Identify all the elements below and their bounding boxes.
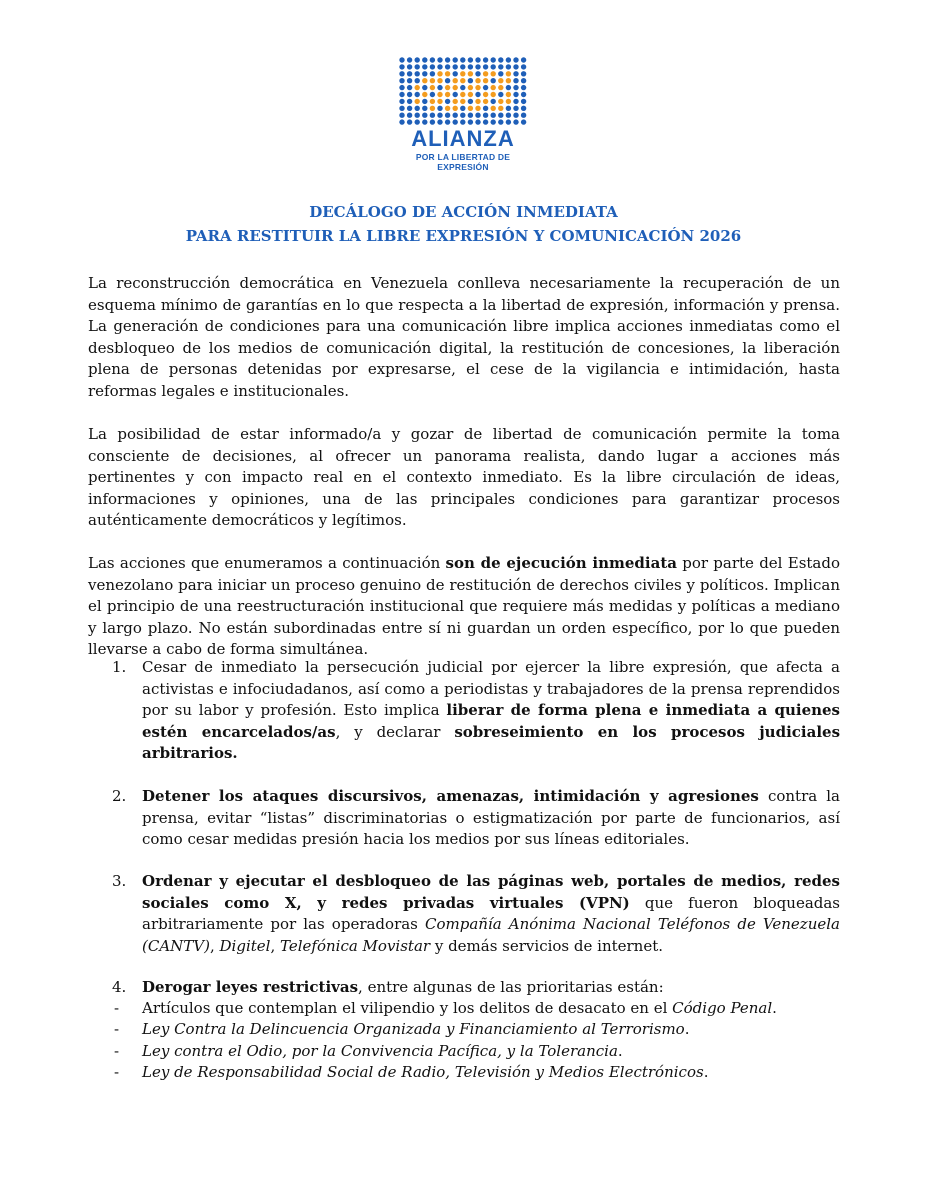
bullet-dash: -: [114, 999, 120, 1017]
logo-dot: [422, 85, 427, 90]
logo-dot: [498, 92, 503, 97]
logo-dot: [407, 78, 412, 83]
logo-dot: [468, 119, 473, 124]
logo-dot: [460, 85, 465, 90]
logo-dot: [415, 119, 420, 124]
logo-dot: [475, 106, 480, 111]
logo-dot: [475, 78, 480, 83]
logo-dot: [430, 71, 435, 76]
logo-dot: [399, 99, 404, 104]
logo-dot: [513, 71, 518, 76]
item-1-bold-b: liberar de forma plena e inmediata a quienes estén encarcelados/as: [142, 701, 841, 741]
logo-dot: [399, 78, 404, 83]
logo-dot: [468, 64, 473, 69]
logo-dot: [437, 64, 442, 69]
logo-dot: [491, 71, 496, 76]
logo-dot: [445, 92, 450, 97]
logo-dot: [513, 78, 518, 83]
law-3-italic: Ley contra el Odio, por la Convivencia Pacífica, y la Tolerancia: [142, 1042, 618, 1060]
logo-dot: [437, 99, 442, 104]
law-text: [142, 1019, 690, 1041]
logo-dot: [422, 119, 427, 124]
logo-dot: [483, 78, 488, 83]
logo-dot: [453, 85, 458, 90]
item-3-italic-c: Compañía Anónima Nacional Teléfonos de Venezuela (CANTV): [142, 915, 840, 955]
logo-dot: [491, 85, 496, 90]
logo-dot: [445, 113, 450, 118]
logo-dot: [513, 113, 518, 118]
logo-dot: [498, 113, 503, 118]
logo-wordmark: ALIANZA: [411, 126, 515, 151]
logo-dot: [399, 106, 404, 111]
logo-dot: [422, 78, 427, 83]
logo-dot: [407, 99, 412, 104]
logo-dot: [445, 57, 450, 62]
logo-dot: [468, 57, 473, 62]
logo-dot-grid: [398, 56, 528, 126]
logo-dot: [506, 71, 511, 76]
logo-dot: [483, 106, 488, 111]
logo-dot: [437, 113, 442, 118]
item-3-bold-a: Ordenar y ejecutar el desbloqueo de las páginas web, portales de medios, redes sociales como X, y redes privadas virtuales (VPN): [142, 872, 840, 912]
logo-dot: [468, 78, 473, 83]
logo-dot: [453, 92, 458, 97]
logo-dot: [460, 92, 465, 97]
title-line-1: DECÁLOGO DE ACCIÓN INMEDIATA: [309, 203, 618, 221]
item-3-text-f: ,: [270, 936, 281, 955]
bullet-dash: -: [114, 1042, 120, 1060]
logo-dot: [475, 85, 480, 90]
logo-dot: [453, 57, 458, 62]
logo-dot: [513, 92, 518, 97]
logo-dot: [399, 119, 404, 124]
logo-dot: [521, 99, 526, 104]
logo-dot: [506, 106, 511, 111]
logo-dot: [445, 71, 450, 76]
item-4-bold-a: Derogar leyes restrictivas: [142, 978, 359, 996]
logo-dot: [407, 92, 412, 97]
logo-dot: [513, 64, 518, 69]
logo-dot: [415, 57, 420, 62]
logo-dot: [475, 92, 480, 97]
law-2-italic: Ley Contra la Delincuencia Organizada y Financiamiento al Terrorismo: [142, 1020, 685, 1038]
logo-dot: [513, 106, 518, 111]
logo-dot: [407, 113, 412, 118]
logo-dot: [445, 78, 450, 83]
logo-dot: [460, 71, 465, 76]
item-text: [142, 657, 840, 765]
logo-dot: [460, 64, 465, 69]
logo-dot: [521, 113, 526, 118]
intro-paragraph-3: [88, 553, 840, 661]
logo-dot: [453, 106, 458, 111]
logo-dot: [445, 85, 450, 90]
law-text: [142, 998, 777, 1020]
law-1-end: .: [772, 999, 777, 1017]
logo-dot: [483, 113, 488, 118]
logo-dot: [521, 78, 526, 83]
logo-dot: [498, 64, 503, 69]
law-3-end: .: [617, 1042, 623, 1060]
logo-dot: [468, 106, 473, 111]
logo-dot: [491, 57, 496, 62]
logo-dot: [407, 106, 412, 111]
logo-dot: [437, 78, 442, 83]
logo-dot: [521, 85, 526, 90]
logo-dot: [430, 85, 435, 90]
logo-dot: [491, 106, 496, 111]
law-text: [142, 1062, 708, 1084]
item-text: [142, 977, 840, 999]
logo-dot: [483, 99, 488, 104]
logo-dot: [498, 85, 503, 90]
logo-dot: [475, 64, 480, 69]
logo-dot: [498, 78, 503, 83]
logo-dot: [483, 85, 488, 90]
logo-dot: [506, 119, 511, 124]
logo-dot: [430, 57, 435, 62]
item-2-text-b: contra la prensa, evitar “listas” discriminatorias o estigmatización por parte de funcionarios, así como cesar medidas presión hacia los medios por sus líneas editoriales.: [142, 787, 840, 848]
logo-dot: [506, 64, 511, 69]
logo-dot: [506, 85, 511, 90]
logo-dot: [460, 99, 465, 104]
logo-dot: [506, 78, 511, 83]
logo-dot: [430, 119, 435, 124]
logo-dot: [475, 71, 480, 76]
logo-dot: [468, 99, 473, 104]
item-1-text-a: Cesar de inmediato la persecución judicial por ejercer la libre expresión, que afecta a activistas e infociudadanos, así como a periodistas y trabajadores de la prensa reprendidos por su labor y profesión. Esto implica: [142, 658, 840, 719]
logo-dot: [422, 113, 427, 118]
logo-dot: [460, 57, 465, 62]
logo-dot: [521, 119, 526, 124]
logo-dot: [513, 57, 518, 62]
item-number: 4.: [112, 978, 127, 996]
logo-dot: [437, 57, 442, 62]
logo-dot: [498, 71, 503, 76]
logo-dot: [422, 92, 427, 97]
logo-dot: [437, 85, 442, 90]
logo-dot: [513, 119, 518, 124]
bullet-dash: -: [114, 1063, 120, 1081]
logo-tagline: POR LA LIBERTAD DE EXPRESIÓN: [415, 152, 511, 172]
logo-dot: [415, 113, 420, 118]
logo-dot: [430, 99, 435, 104]
logo-dot: [399, 92, 404, 97]
logo-dot: [445, 119, 450, 124]
logo-dot: [430, 113, 435, 118]
logo-dot: [437, 119, 442, 124]
logo-dot: [399, 113, 404, 118]
logo-dot: [422, 64, 427, 69]
logo-dot: [521, 64, 526, 69]
logo-dot: [422, 57, 427, 62]
logo-dot: [506, 57, 511, 62]
law-1-text: Artículos que contemplan el vilipendio y los delitos de desacato en el: [142, 999, 673, 1017]
logo-dot: [415, 85, 420, 90]
logo-dot: [453, 113, 458, 118]
logo-dot: [491, 119, 496, 124]
law-1-italic: Código Penal: [672, 999, 773, 1017]
p3-text-c: por parte del Estado venezolano para iniciar un proceso genuino de restitución de derechos civiles y políticos. Implican el principio de una reestructuración institucional que requiere más medidas y políticas a mediano y largo plazo. No están subordinadas entre sí ni guardan un orden específico, por lo que pueden llevarse a cabo de forma simultánea.: [88, 554, 840, 658]
item-4-text-b: , entre algunas de las prioritarias están:: [358, 978, 664, 996]
logo-dot: [399, 64, 404, 69]
item-1-bold-d: sobreseimiento en los procesos judiciales arbitrarios.: [142, 722, 841, 762]
logo-dot: [407, 119, 412, 124]
item-3-text-b: que fueron bloqueadas arbitrariamente por las operadoras: [142, 893, 841, 933]
logo-dot: [399, 71, 404, 76]
logo-dot: [453, 119, 458, 124]
logo-dot: [453, 64, 458, 69]
law-text: [142, 1041, 623, 1063]
logo-dot: [498, 106, 503, 111]
logo-dot: [483, 71, 488, 76]
item-2-bold-a: Detener los ataques discursivos, amenazas, intimidación y agresiones: [142, 787, 759, 805]
intro-paragraph-1: La reconstrucción democrática en Venezuela conlleva necesariamente la recuperación de un esquema mínimo de garantías en lo que respecta a la libertad de expresión, información y prensa. La generación de condiciones para una comunicación libre implica acciones inmediatas como el desbloqueo de los medios de comunicación digital, la restitución de concesiones, la liberación plena de personas detenidas por expresarse, el cese de la vigilancia e intimidación, hasta reformas legales e institucionales.: [88, 274, 840, 400]
logo-dot: [475, 113, 480, 118]
logo-dot: [415, 106, 420, 111]
logo-dot: [491, 99, 496, 104]
law-2-end: .: [684, 1020, 690, 1038]
logo-dot: [513, 99, 518, 104]
logo-dot: [445, 64, 450, 69]
logo-dot: [521, 57, 526, 62]
logo-dot: [483, 92, 488, 97]
logo-dot: [422, 99, 427, 104]
logo-dot: [483, 57, 488, 62]
logo-dot: [399, 57, 404, 62]
logo-dot: [475, 57, 480, 62]
logo-dot: [445, 99, 450, 104]
document-title: [0, 200, 927, 248]
intro-paragraph-2: La posibilidad de estar informado/a y gozar de libertad de comunicación permite la toma consciente de decisiones, al ofrecer un panorama realista, dando lugar a acciones más pertinentes y con impacto real en el contexto inmediato. Es la libre circulación de ideas, informaciones y opiniones, una de las principales condiciones para garantizar procesos auténticamente democráticos y legítimos.: [88, 425, 840, 529]
item-3-text-d: ,: [209, 936, 220, 955]
logo-dot: [407, 57, 412, 62]
logo-dot: [506, 92, 511, 97]
logo-dot: [513, 85, 518, 90]
logo-dot: [460, 113, 465, 118]
logo-dot: [460, 119, 465, 124]
item-3-text-h: y demás servicios de internet.: [430, 936, 664, 955]
law-4-end: .: [703, 1063, 709, 1081]
logo-dot: [453, 99, 458, 104]
logo-dot: [437, 92, 442, 97]
logo-dot: [453, 78, 458, 83]
logo-dot: [475, 119, 480, 124]
item-3-italic-g: Telefónica Movistar: [280, 936, 431, 955]
logo-dot: [407, 64, 412, 69]
alianza-logo: [392, 56, 534, 174]
logo-dot: [415, 78, 420, 83]
logo-dot: [521, 106, 526, 111]
logo-dot: [498, 57, 503, 62]
logo-dot: [491, 64, 496, 69]
logo-dot: [506, 113, 511, 118]
item-1-text-c: , y declarar: [335, 722, 455, 741]
logo-dot: [483, 119, 488, 124]
logo-dot: [468, 92, 473, 97]
logo-dot: [453, 71, 458, 76]
item-3-italic-e: Digitel: [219, 936, 271, 955]
title-line-2: PARA RESTITUIR LA LIBRE EXPRESIÓN Y COMUNICACIÓN 2026: [185, 227, 742, 245]
logo-dot: [415, 71, 420, 76]
item-text: [142, 786, 840, 851]
logo-dot: [430, 106, 435, 111]
logo-dot: [399, 85, 404, 90]
logo-dot: [430, 64, 435, 69]
logo-dot: [468, 113, 473, 118]
item-number: 2.: [112, 787, 127, 805]
logo-dot: [422, 106, 427, 111]
logo-dot: [460, 78, 465, 83]
p3-emphasis: son de ejecución inmediata: [445, 554, 677, 572]
law-4-italic: Ley de Responsabilidad Social de Radio, Televisión y Medios Electrónicos: [142, 1063, 704, 1081]
logo-dot: [422, 71, 427, 76]
logo-dot: [415, 64, 420, 69]
logo-dot: [407, 85, 412, 90]
logo-dot: [475, 99, 480, 104]
logo-dot: [415, 92, 420, 97]
logo-dot: [483, 64, 488, 69]
logo-dot: [498, 99, 503, 104]
logo-dot: [521, 92, 526, 97]
logo-dot: [468, 71, 473, 76]
item-number: 3.: [112, 872, 127, 890]
logo-dot: [415, 99, 420, 104]
item-text: [142, 871, 840, 957]
logo-dot: [491, 113, 496, 118]
logo-dot: [491, 92, 496, 97]
logo-dot: [468, 85, 473, 90]
logo-dot: [498, 119, 503, 124]
logo-dot: [437, 71, 442, 76]
logo-dot: [445, 106, 450, 111]
logo-dot: [506, 99, 511, 104]
bullet-dash: -: [114, 1020, 120, 1038]
item-number: 1.: [112, 658, 127, 676]
logo-dot: [491, 78, 496, 83]
logo-dot: [430, 92, 435, 97]
logo-dot: [460, 106, 465, 111]
logo-dot: [407, 71, 412, 76]
logo-dot: [437, 106, 442, 111]
logo-dot: [521, 71, 526, 76]
logo-dot: [430, 78, 435, 83]
p3-text-a: Las acciones que enumeramos a continuación: [88, 554, 446, 572]
